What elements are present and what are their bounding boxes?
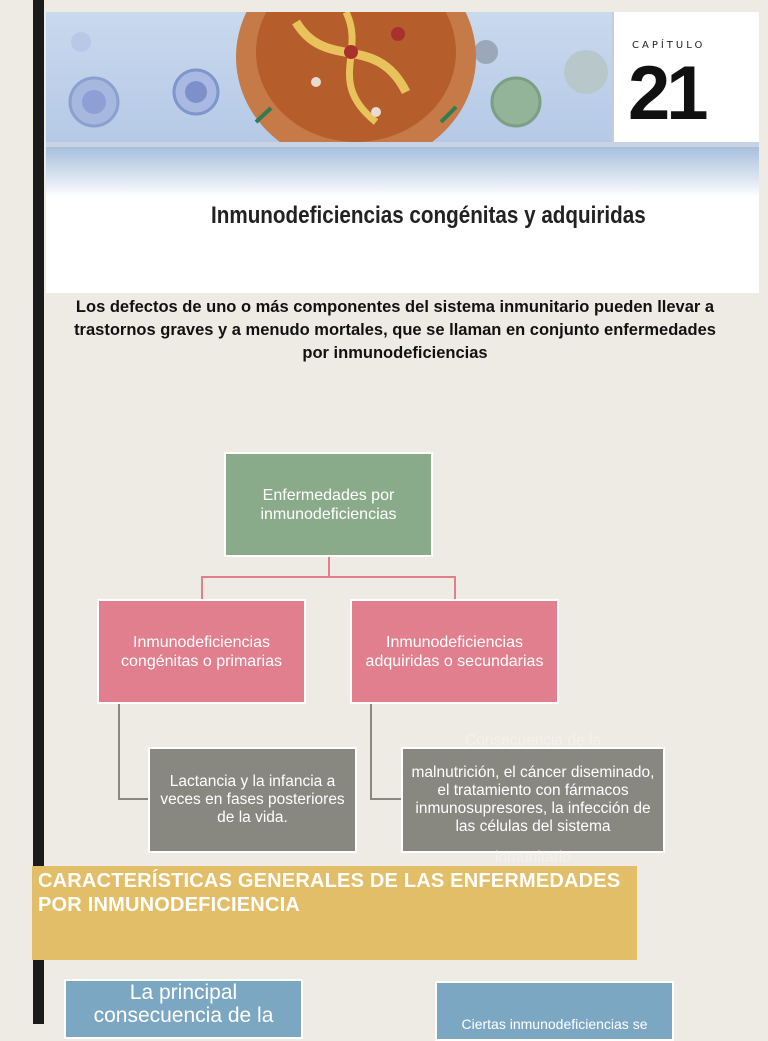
chapter-label: CAPÍTULO xyxy=(632,40,706,51)
chapter-number: 21 xyxy=(628,51,705,136)
node-acquired-detail xyxy=(401,732,665,866)
section-heading: CARACTERÍSTICAS GENERALES DE LAS ENFERMEDADES POR INMUNODEFICIENCIA xyxy=(32,866,637,960)
node-root: Enfermedades por inmunodeficiencias xyxy=(224,452,433,557)
connector-congenital-stem xyxy=(118,704,120,800)
banner-divider xyxy=(46,142,759,147)
cell-illustration xyxy=(46,12,612,142)
connector-acquired-stem xyxy=(370,704,372,800)
immune-cells-illustration xyxy=(46,12,612,142)
node-congenital-detail: Lactancia y la infancia a veces en fases posteriores de la vida. xyxy=(148,747,357,853)
chapter-title: Inmunodeficiencias congénitas y adquiridas xyxy=(211,202,646,229)
connector-acquired-branch xyxy=(370,798,402,800)
acquired-detail-overflow-top: Consecuencia de la xyxy=(464,732,602,749)
banner-gradient xyxy=(46,142,759,197)
connector-congenital-branch xyxy=(118,798,149,800)
connector-left-drop xyxy=(201,576,203,600)
card-right: Ciertas inmunodeficiencias se xyxy=(435,981,674,1041)
node-acquired: Inmunodeficiencias adquiridas o secundarias xyxy=(350,599,559,704)
connector-horizontal xyxy=(201,576,456,578)
chapter-number-box xyxy=(612,12,759,142)
acquired-detail-text: malnutrición, el cáncer diseminado, el tratamiento con fármacos inmunosupresores, la infección de las células del sistema xyxy=(411,764,655,835)
intro-paragraph: Los defectos de uno o más componentes del sistema inmunitario pueden llevar a trastornos graves y a menudo mortales, que se llaman en conjunto enfermedades por inmunodeficiencias xyxy=(74,298,716,362)
card-left: La principal consecuencia de la xyxy=(64,979,303,1039)
chapter-banner xyxy=(46,12,759,293)
acquired-detail-overflow-bottom: inmunitario xyxy=(495,849,571,866)
connector-right-drop xyxy=(454,576,456,600)
connector-root-stem xyxy=(328,557,330,577)
node-congenital: Inmunodeficiencias congénitas o primarias xyxy=(97,599,306,704)
